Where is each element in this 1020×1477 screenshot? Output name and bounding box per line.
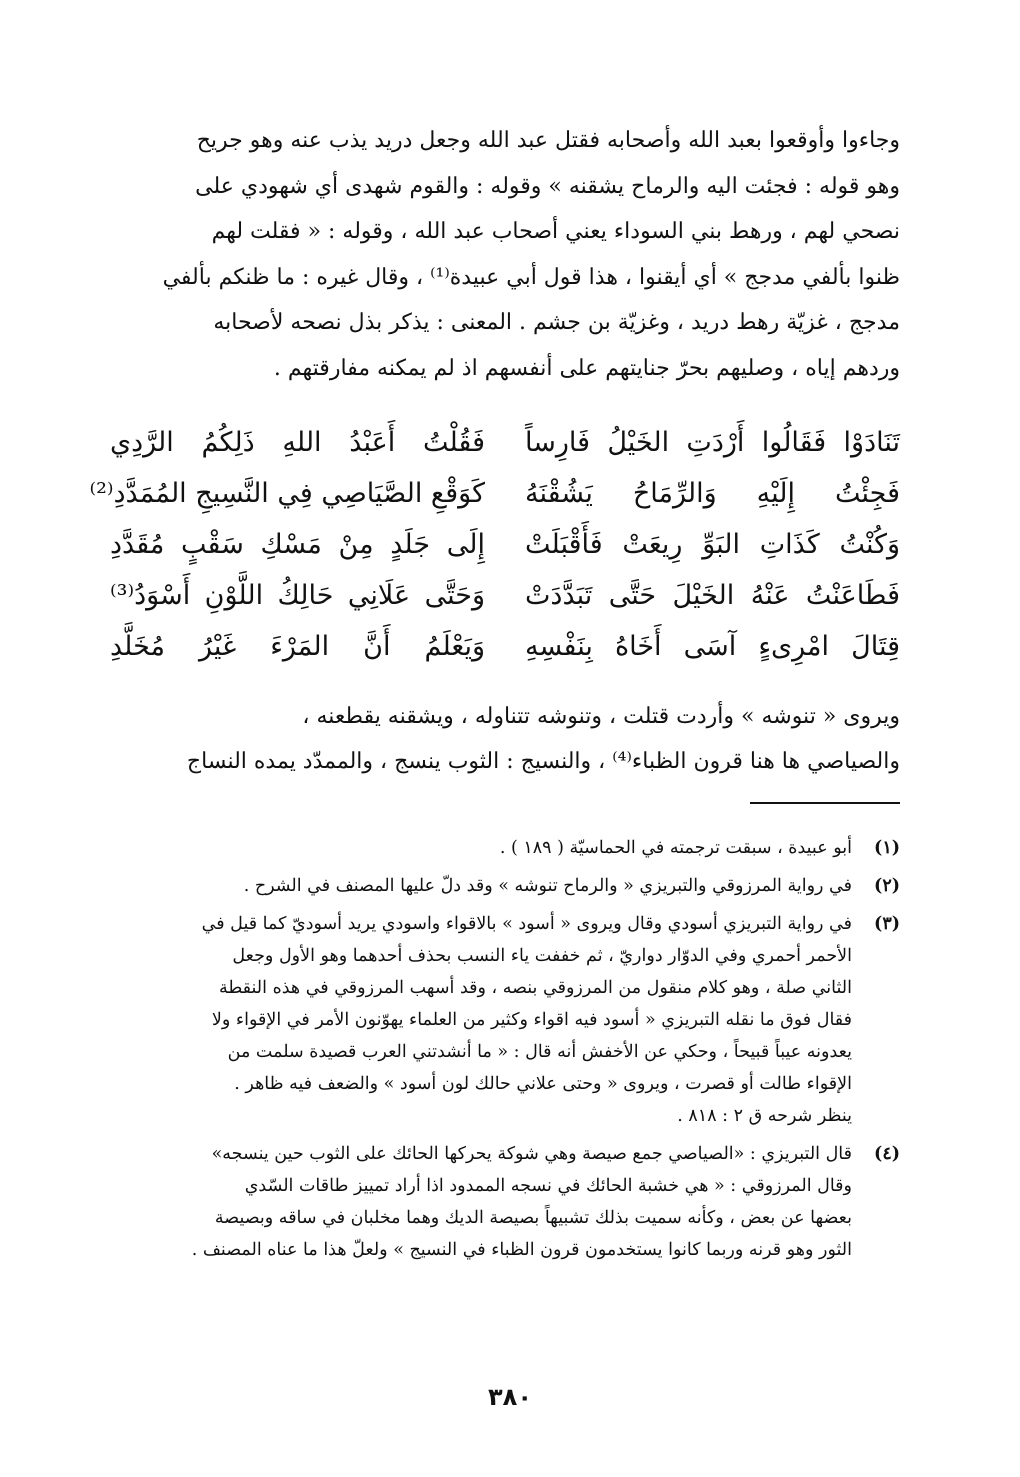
- verse-first-hemistich: قِتَالَ امْرِىءٍ آسَى أَخَاهُ بِنَفْسِهِ: [525, 631, 900, 662]
- commentary-line: والصياصي ها هنا قرون الظباء⁽⁴⁾ ، والنسيج : الثوب ينسج ، والممدّد يمده النساج: [186, 749, 900, 774]
- footnote-line: الثور وهو قرنه وربما كانوا يستخدمون قرون الظباء في النسيج » ولعلّ هذا ما عناه المصنف .: [191, 1240, 852, 1260]
- prose-line: مدجج ، غزيّة رهط دريد ، وغزيّة بن جشم . المعنى : يذكر بذل نصحه لأصحابه: [213, 310, 900, 335]
- verse: [89, 468, 900, 519]
- verse-second-hemistich: إِلَى جَلَدٍ مِنْ مَسْكِ سَقْبٍ مُقَدَّدِ: [110, 529, 485, 560]
- footnote-line: يعدونه عيباً قبيحاً ، وحكي عن الأخفش أنه قال : « ما أنشدتني العرب قصيدة سلمت من: [227, 1042, 852, 1062]
- footnote-line: ينظر شرحه ق ٢ : ٨١٨ .: [677, 1106, 852, 1126]
- footnotes: [110, 832, 900, 1266]
- verse: [110, 570, 900, 621]
- footnote-line: في رواية التبريزي أسودي وقال ويروى « أسود » بالاقواء واسودي يريد أسوديّ كما قيل في: [201, 914, 852, 934]
- prose-paragraph: [110, 118, 900, 391]
- footnote-line: الإقواء طالت أو قصرت ، ويروى « وحتى علاني حالك لون أسود » والضعف فيه ظاهر .: [234, 1074, 852, 1094]
- prose-line: وهو قوله : فجئت اليه والرماح يشقنه » وقوله : والقوم شهدى أي شهودي على: [195, 173, 900, 199]
- verse-first-hemistich: وَكُنْتُ كَذَاتِ البَوِّ رِيعَتْ فَأَقْبَلَتْ: [525, 529, 900, 560]
- commentary-paragraph: [110, 694, 900, 784]
- footnote-line: فقال فوق ما نقله التبريزي « أسود فيه اقواء وكثير من العلماء يهوّنون الأمر في الإقواء ولا: [211, 1010, 852, 1030]
- footnote-text: [110, 870, 852, 902]
- footnote-line: في رواية المرزوقي والتبريزي « والرماح تنوشه » وقد دلّ عليها المصنف في الشرح .: [243, 876, 852, 896]
- footnote-number: (٣): [874, 914, 900, 934]
- verse-first-hemistich: تَنَادَوْا فَقَالُوا أَرْدَتِ الخَيْلُ فَارِساً: [525, 427, 900, 458]
- footnote: [110, 870, 900, 902]
- footnote: [110, 832, 900, 864]
- verse-first-hemistich: فَطَاعَنْتُ عَنْهُ الخَيْلَ حَتَّى تَبَدَّدَتْ: [525, 580, 900, 611]
- verse-second-hemistich: كَوَقْعِ الصَّيَاصِي فِي النَّسِيجِ المُمَدَّدِ⁽²⁾: [89, 478, 485, 509]
- footnote-number: (١): [874, 838, 900, 858]
- verse-first-hemistich: فَجِئْتُ إِلَيْهِ وَالرِّمَاحُ يَشُقْنَهُ: [525, 478, 900, 509]
- verse-second-hemistich: فَقُلْتُ أَعَبْدُ اللهِ ذَلِكُمُ الرَّدِي: [110, 427, 485, 458]
- footnote-number: (٤): [874, 1144, 900, 1164]
- verse: [110, 519, 900, 570]
- footnote: [110, 908, 900, 1132]
- prose-line: نصحي لهم ، ورهط بني السوداء يعني أصحاب عبد الله ، وقوله : « فقلت لهم: [211, 219, 900, 244]
- footnote-line: قال التبريزي : «الصياصي جمع صيصة وهي شوكة يحركها الحائك على الثوب حين ينسجه»: [211, 1144, 852, 1164]
- prose-line: وردهم إياه ، وصليهم بحرّ جنايتهم على أنفسهم اذ لم يمكنه مفارقتهم .: [273, 355, 900, 381]
- verse: [110, 417, 900, 468]
- commentary-line: ويروى « تنوشه » وأردت قتلت ، وتنوشه تتناوله ، ويشقنه يقطعنه ،: [302, 704, 900, 729]
- footnote-line: الأحمر أحمري وفي الدوّار دواريّ ، ثم خففت ياء النسب بحذف أحدهما وهو الأول وجعل: [232, 946, 852, 966]
- page-body: [89, 118, 900, 1272]
- footnote-line: أبو عبيدة ، سبقت ترجمته في الحماسيّة ( ١٨٩ ) .: [499, 838, 852, 858]
- footnote: [110, 1138, 900, 1266]
- poem: [89, 417, 900, 672]
- footnote-text: [110, 832, 852, 864]
- footnote-text: [110, 1138, 852, 1266]
- verse: [110, 621, 900, 672]
- footnote-line: الثاني صلة ، وهو كلام منقول من المرزوقي بنصه ، وقد أسهب المرزوقي في هذه النقطة: [218, 978, 852, 998]
- prose-line: وجاءوا وأوقعوا بعبد الله وأصحابه فقتل عبد الله وجعل دريد يذب عنه وهو جريح: [196, 128, 900, 153]
- footnote-divider: [750, 802, 900, 804]
- footnote-line: بعضها عن بعض ، وكأنه سميت بذلك تشبيهاً بصيصة الديك وهما مخلبان في ساقه وبصيصة: [214, 1208, 852, 1228]
- footnote-number: (٢): [874, 876, 900, 896]
- footnote-text: [110, 908, 852, 1132]
- footnote-line: وقال المرزوقي : « هي خشبة الحائك في نسجه الممدود اذا أراد تمييز طاقات السّدي: [244, 1176, 852, 1196]
- page-number: ٣٨٠: [488, 1383, 532, 1411]
- prose-line: ظنوا بألفي مدجج » أي أيقنوا ، هذا قول أبي عبيدة⁽¹⁾ ، وقال غيره : ما ظنكم بألفي: [162, 264, 900, 290]
- verse-second-hemistich: وَيَعْلَمُ أَنَّ المَرْءَ غَيْرُ مُخَلَّدِ: [110, 631, 485, 662]
- verse-second-hemistich: وَحَتَّى عَلَانِي حَالِكُ اللَّوْنِ أَسْوَدُ⁽³⁾: [110, 580, 485, 611]
